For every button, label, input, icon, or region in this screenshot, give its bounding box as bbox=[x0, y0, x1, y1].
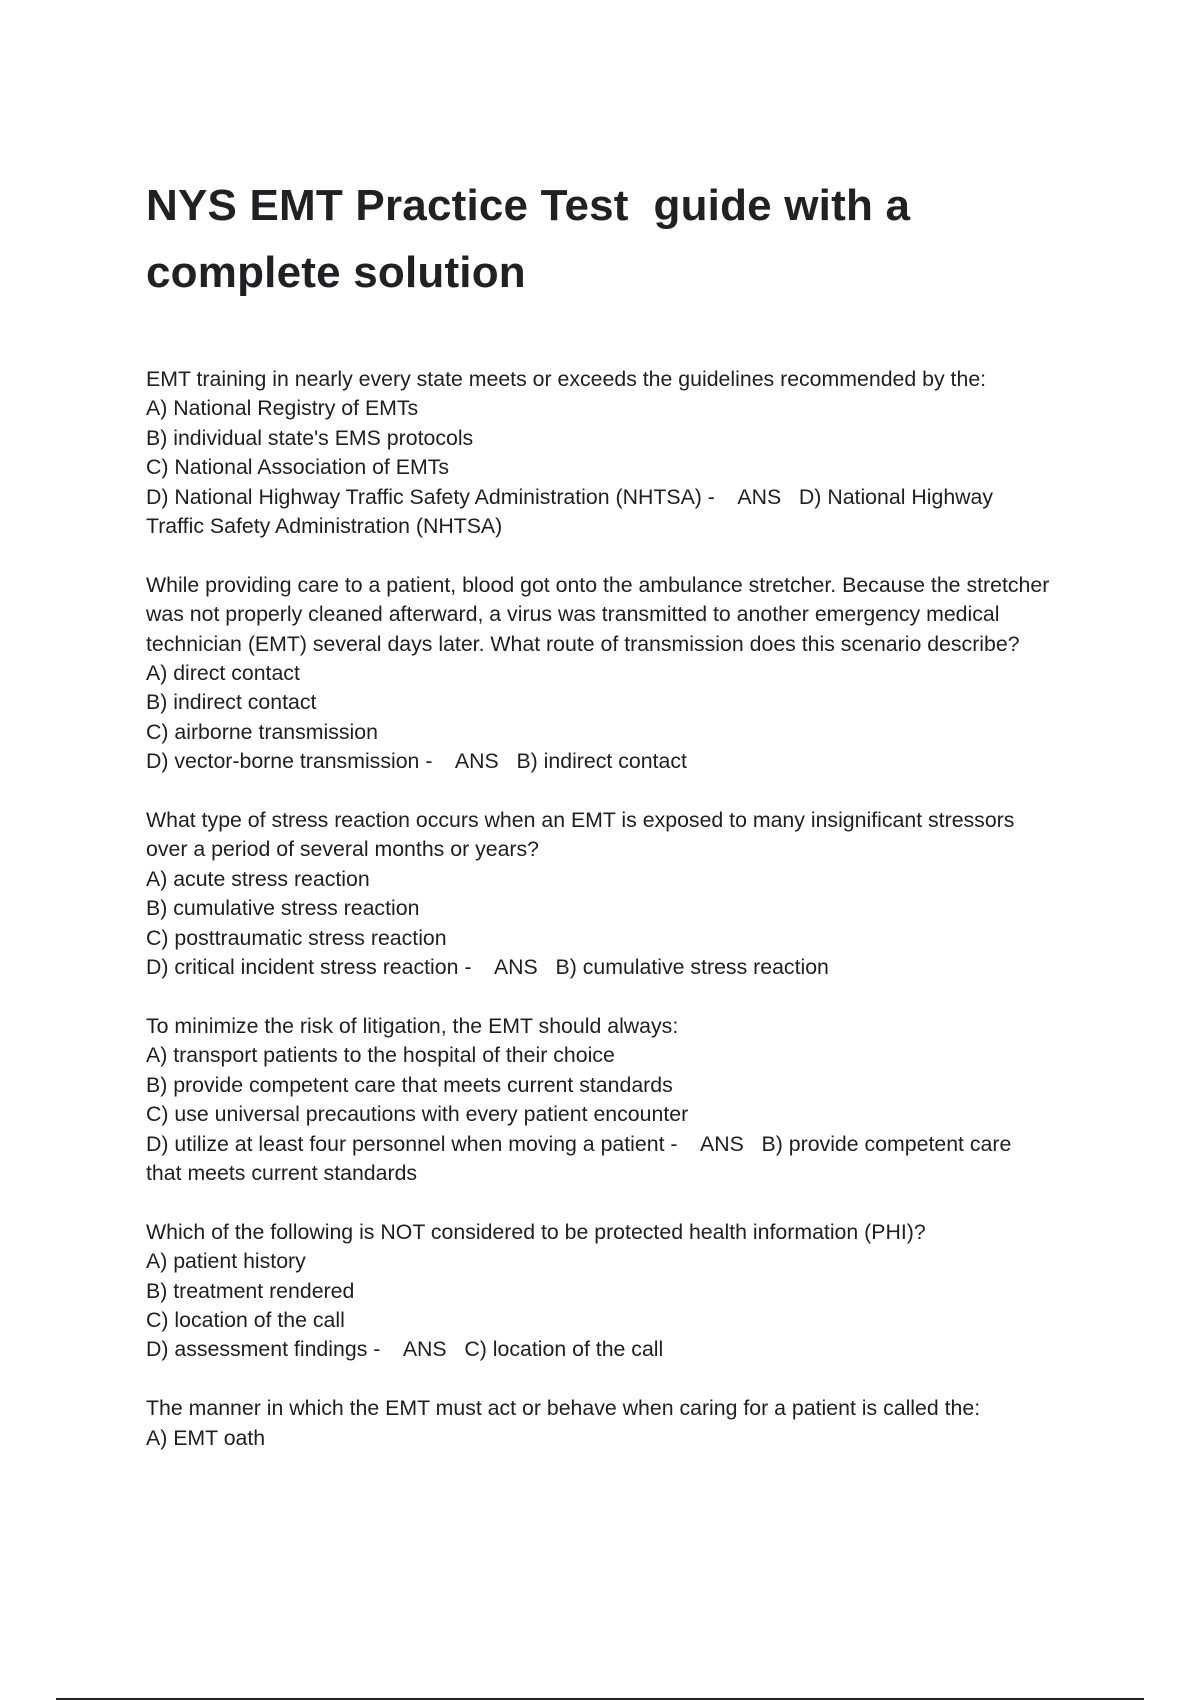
answer-option-with-answer: D) vector-borne transmission - ANS B) indirect contact bbox=[146, 749, 687, 774]
answer-option: A) transport patients to the hospital of their choice bbox=[146, 1043, 615, 1068]
answer-option: B) treatment rendered bbox=[146, 1278, 355, 1303]
answer-option: A) direct contact bbox=[146, 661, 300, 686]
answer-option: A) EMT oath bbox=[146, 1425, 266, 1450]
answer-option: A) patient history bbox=[146, 1249, 306, 1274]
answer-continuation: Traffic Safety Administration (NHTSA) bbox=[146, 514, 503, 539]
answer-continuation: that meets current standards bbox=[146, 1160, 418, 1185]
answer-option-with-answer: D) National Highway Traffic Safety Administration (NHTSA) - ANS D) National Highway bbox=[146, 484, 994, 509]
question-text: To minimize the risk of litigation, the EMT should always: bbox=[146, 1013, 679, 1038]
question-list bbox=[146, 365, 1096, 1482]
page-title: NYS EMT Practice Test guide with a complete solution bbox=[146, 181, 923, 297]
question-block bbox=[146, 806, 1096, 982]
question-block bbox=[146, 1012, 1096, 1188]
answer-option: A) acute stress reaction bbox=[146, 866, 370, 891]
question-text: The manner in which the EMT must act or behave when caring for a patient is called the: bbox=[146, 1396, 981, 1421]
answer-option: B) provide competent care that meets current standards bbox=[146, 1072, 673, 1097]
answer-option: B) indirect contact bbox=[146, 690, 317, 715]
answer-option: C) airborne transmission bbox=[146, 719, 378, 744]
question-block bbox=[146, 1394, 1096, 1453]
answer-option: A) National Registry of EMTs bbox=[146, 396, 419, 421]
question-text: was not properly cleaned afterward, a virus was transmitted to another emergency medical bbox=[146, 602, 1000, 627]
answer-option: C) use universal precautions with every patient encounter bbox=[146, 1102, 689, 1127]
question-block bbox=[146, 1218, 1096, 1365]
question-text: What type of stress reaction occurs when an EMT is exposed to many insignificant stressors bbox=[146, 808, 1015, 833]
question-text: Which of the following is NOT considered to be protected health information (PHI)? bbox=[146, 1219, 926, 1244]
answer-option-with-answer: D) utilize at least four personnel when moving a patient - ANS B) provide competent care bbox=[146, 1131, 1012, 1156]
answer-option: C) National Association of EMTs bbox=[146, 455, 450, 480]
question-block bbox=[146, 365, 1096, 541]
question-text: While providing care to a patient, blood got onto the ambulance stretcher. Because the stretcher bbox=[146, 572, 1050, 597]
answer-option-with-answer: D) assessment findings - ANS C) location of the call bbox=[146, 1337, 664, 1362]
answer-option: B) cumulative stress reaction bbox=[146, 896, 420, 921]
answer-option: C) posttraumatic stress reaction bbox=[146, 925, 447, 950]
answer-option-with-answer: D) critical incident stress reaction - ANS B) cumulative stress reaction bbox=[146, 955, 829, 980]
answer-option: C) location of the call bbox=[146, 1307, 345, 1332]
question-block bbox=[146, 571, 1096, 777]
answer-option: B) individual state's EMS protocols bbox=[146, 425, 474, 450]
question-text: over a period of several months or years? bbox=[146, 837, 540, 862]
question-text: EMT training in nearly every state meets or exceeds the guidelines recommended by the: bbox=[146, 367, 987, 391]
question-text: technician (EMT) several days later. What route of transmission does this scenario describe? bbox=[146, 631, 1020, 656]
